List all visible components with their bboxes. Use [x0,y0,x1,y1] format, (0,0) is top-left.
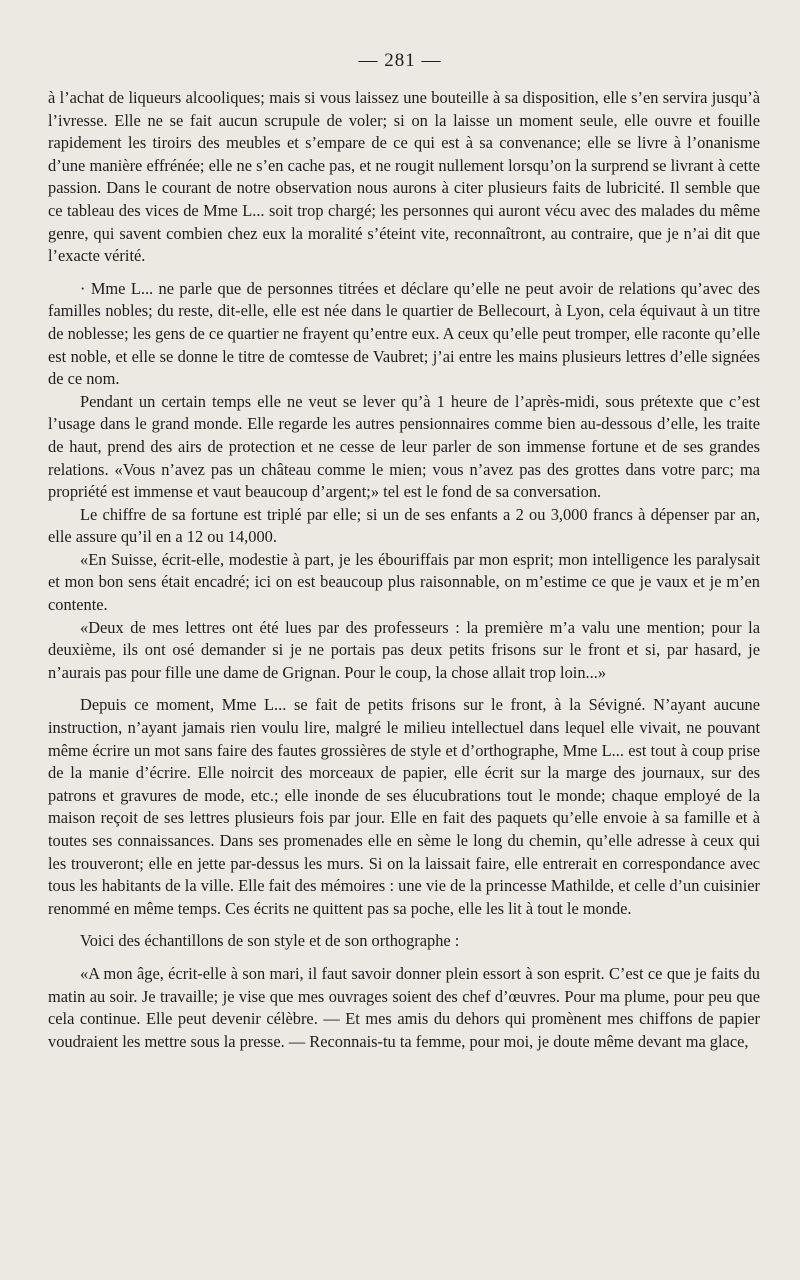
paragraph-3: Pendant un certain temps elle ne veut se lever qu’à 1 heure de l’après-midi, sous prétexte que c’est l’usage dans le grand monde. Elle regarde les autres pensionnaires comme bien au-dessous d’elle, les traite de haut, prend des airs de protection et ne cesse de leur parler de son immense fortune et de ses grandes relations. «Vous n’avez pas un château comme le mien; vous n’avez pas des grottes dans votre parc; ma propriété est immense et vaut beaucoup d’argent;» tel est le fond de sa conversation. [48,391,760,502]
body-text [48,87,760,1053]
paragraph-6: «Deux de mes lettres ont été lues par des professeurs : la première m’a valu une mention; pour la deuxième, ils ont osé demander si je ne portais pas deux petits frisons sur le front et si, par hasard, je n’aurais pas pour fille une dame de Grignan. Pour le coup, la chose allait trop loin...» [48,617,760,682]
page-number: — 281 — [358,50,442,71]
paragraph-5: «En Suisse, écrit-elle, modestie à part, je les ébouriffais par mon esprit; mon intelligence les paralysait et mon bon sens était encadré; ici on est beaucoup plus raisonnable, on m’estime ce que je vaux et je m’en contente. [48,549,760,615]
paragraph-2: · Mme L... ne parle que de personnes titrées et déclare qu’elle ne peut avoir de relations qu’avec des familles nobles; du reste, dit-elle, elle est née dans le quartier de Bellecourt, à Lyon, cela équivaut à un titre de noblesse; les gens de ce quartier ne frayent qu’entre eux. A ceux qu’elle peut tromper, elle raconte qu’elle est noble, et elle se donne le titre de comtesse de Vaubret; j’ai entre les mains plusieurs lettres d’elle signées de ce nom. [48,278,760,389]
paragraph-4: Le chiffre de sa fortune est triplé par elle; si un de ses enfants a 2 ou 3,000 francs à dépenser par an, elle assure qu’il en a 12 ou 14,000. [48,504,760,547]
paragraph-9: «A mon âge, écrit-elle à son mari, il faut savoir donner plein essort à son esprit. C’est ce que je faits du matin au soir. Je travaille; je vise que mes ouvrages soient des chef d’œuvres. Pour ma plume, pour peu que cela continue. Elle peut devenir célèbre. — Et mes amis du dehors qui promènent mes chiffons de papier voudraient les mettre sous la presse. — Reconnais-tu ta femme, pour moi, je doute même devant ma glace, [48,963,760,1051]
paragraph-1: à l’achat de liqueurs alcooliques; mais si vous laissez une bouteille à sa disposition, elle s’en servira jusqu’à l’ivresse. Elle ne se fait aucun scrupule de voler; si on la laisse un moment seule, elle ouvre et fouille rapidement les tiroirs des meubles et s’empare de ce qui est à sa convenance; elle se livre à l’onanisme d’une manière effrénée; elle ne s’en cache pas, et ne rougit nullement lorsqu’on la surprend se livrant à cette passion. Dans le courant de notre observation nous aurons à citer plusieurs faits de lubricité. Il semble que ce tableau des vices de Mme L... soit trop chargé; les personnes qui auront vécu avec des malades du même genre, qui savent combien chez eux la moralité s’éteint vite, reconnaîtront, au contraire, que je n’ai dit que l’exacte vérité. [48,88,760,266]
paragraph-8: Voici des échantillons de son style et de son orthographe : [80,931,460,951]
paragraph-7: Depuis ce moment, Mme L... se fait de petits frisons sur le front, à la Sévigné. N’ayant aucune instruction, n’ayant jamais rien voulu lire, malgré le milieu intellectuel dans lequel elle vivait, ne pouvant même écrire un mot sans faire des fautes grossières de style et d’orthographe, Mme L... est tout à coup prise de la manie d’écrire. Elle noircit des morceaux de papier, elle écrit sur la marge des journaux, sur des patrons et gravures de mode, etc.; elle inonde de ses élucubrations tout le monde; chaque employé de la maison reçoit de ses lettres plusieurs fois par jour. Elle en fait des paquets qu’elle envoie à sa famille et à toutes ses connaissances. Dans ses promenades elle en sème le long du chemin, qu’elle adresse à ceux qui les trouveront; elle en jette par-dessus les murs. Si on la laissait faire, elle entrerait en correspondance avec tous les habitants de la ville. Elle fait des mémoires : une vie de la princesse Mathilde, et celle d’un cuisinier renommé en même temps. Ces écrits ne quittent pas sa poche, elle les lit à tout le monde. [48,695,760,918]
